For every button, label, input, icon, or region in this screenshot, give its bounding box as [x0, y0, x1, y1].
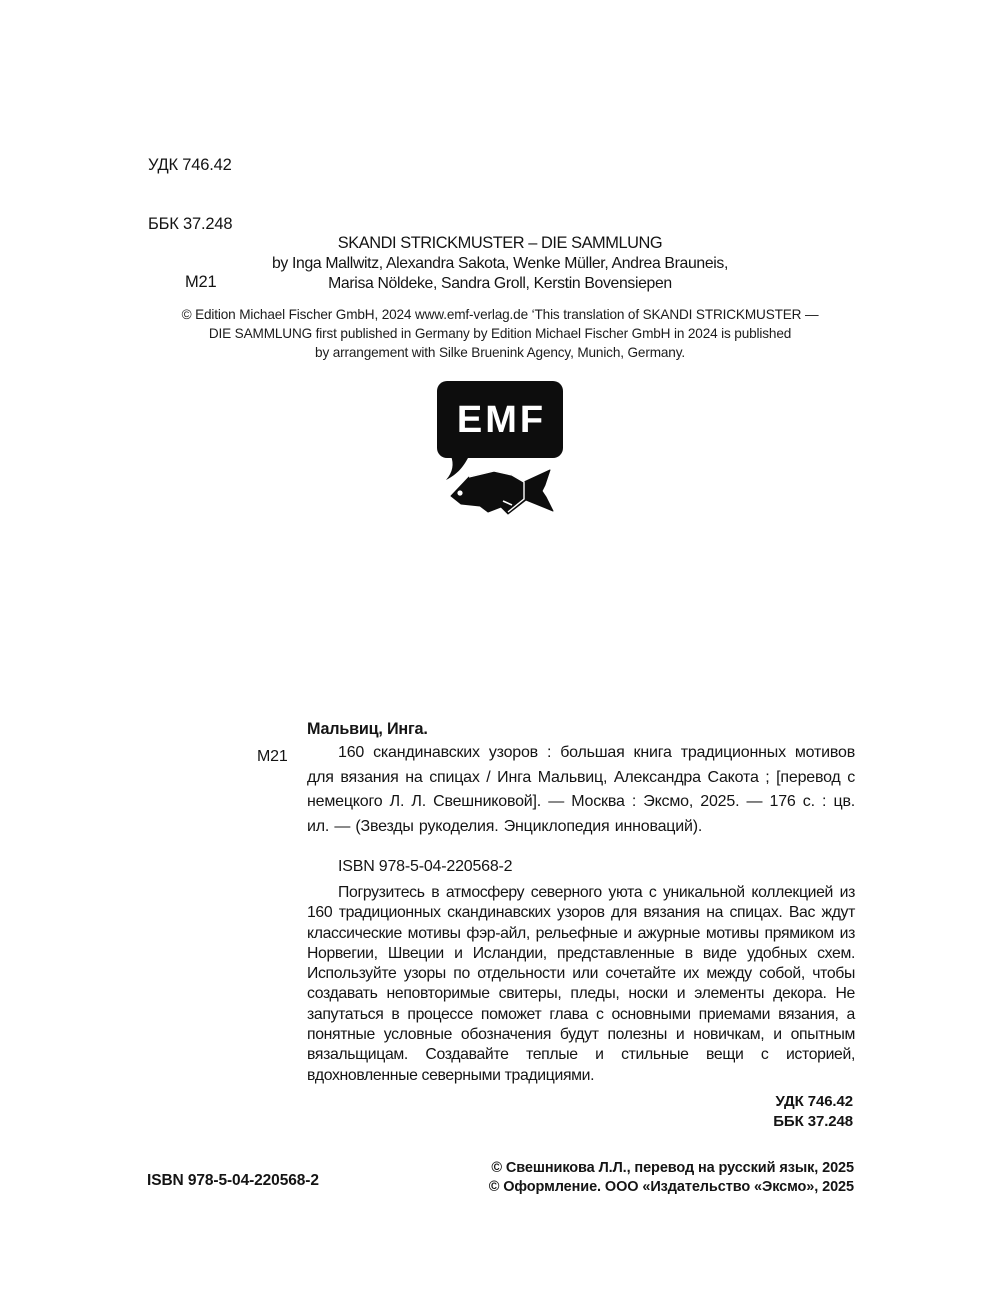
footer-copyrights [489, 1159, 854, 1197]
original-copyright-block [0, 305, 1000, 363]
authors-line-2: Marisa Nöldeke, Sandra Groll, Kerstin Bovensiepen [328, 275, 672, 293]
original-title-block [0, 233, 1000, 295]
copyright-line-2: DIE SAMMLUNG first published in Germany by Edition Michael Fischer GmbH in 2024 is published [208, 326, 792, 342]
fish-icon [449, 465, 563, 523]
biblio-author-heading: Мальвиц, Инга. [307, 720, 428, 738]
annotation-text: Погрузитесь в атмосферу северного уюта с уникальной коллекцией из 160 традиционных скандинавских узоров для вязания на спицах. Вас ждут классические мотивы фэр-айл, рельефные и ажурные мотивы прямиком из Норвегии, Швеции и Исландии, представленные в виде удобных схем. Используйте узоры по отдельности или сочетайте их между собой, чтобы создавать неповторимые свитеры, пледы, носки и элементы декора. Не запутаться в процессе поможет глава с основными приемами вязания, а понятные условные обозначения будут полезны и новичкам, и опытным вязальщицам. Создавайте теплые и стильные вещи с историей, вдохновленные северными традициями. [307, 884, 855, 1084]
udk-code: УДК 746.42 [148, 156, 232, 174]
bbk-code-bottom: ББК 37.248 [773, 1112, 853, 1130]
emf-logo-text: EMF [456, 398, 547, 441]
bbk-code: ББК 37.248 [148, 214, 233, 233]
udk-code-bottom: УДК 746.42 [775, 1093, 853, 1110]
original-title: SKANDI STRICKMUSTER – DIE SAMMLUNG [337, 234, 663, 252]
copyright-line-1: © Edition Michael Fischer GmbH, 2024 www.emf-verlag.de ‘This translation of SKANDI STRICKMUSTER — [181, 307, 819, 322]
biblio-author-sign: М21 [257, 748, 288, 765]
speech-bubble-icon [437, 381, 563, 458]
classification-codes-top [148, 117, 232, 332]
copyright-line-3: by arrangement with Silke Bruenink Agency, Munich, Germany. [315, 345, 685, 361]
authors-line-1: by Inga Mallwitz, Alexandra Sakota, Wenke Müller, Andrea Brauneis, [271, 254, 729, 272]
classification-codes-bottom [773, 1092, 853, 1131]
footer-isbn: ISBN 978-5-04-220568-2 [147, 1172, 319, 1189]
biblio-entry: 160 скандинавских узоров : большая книга традиционных мотивов для вязания на спицах / Инга Мальвиц, Александра Сакота ; [перевод с немецкого Л. Л. Свешниковой]. — Москва : Эксмо, 2025. — 176 с. : цв. ил. — (Звезды рукоделия. Энциклопедия инноваций). [307, 744, 855, 835]
author-sign-code: М21 [185, 273, 217, 291]
footer-copyright-design: © Оформление. ООО «Издательство «Эксмо», 2025 [488, 1178, 854, 1195]
biblio-isbn: ISBN 978-5-04-220568-2 [338, 858, 513, 875]
footer-copyright-translation: © Свешникова Л.Л., перевод на русский язык, 2025 [491, 1160, 854, 1176]
